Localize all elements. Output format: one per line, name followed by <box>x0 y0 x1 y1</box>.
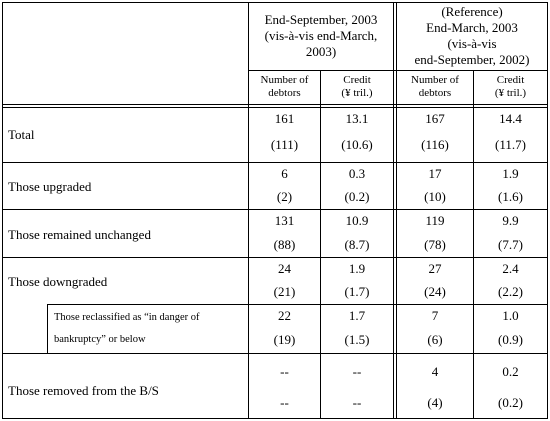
cell-mar03-debtors: 7 <box>431 308 439 323</box>
cell-sep03-debtors: 161 <box>274 111 295 126</box>
cell-sep03-debtors-sub: -- <box>280 395 289 410</box>
cell-sep03-debtors: -- <box>280 364 289 379</box>
cell-sep03-credit: 13.1 <box>345 111 369 126</box>
rule-group-a <box>393 2 394 419</box>
row-label-line1: Those reclassified as “in danger of <box>54 312 200 323</box>
cell-sep03-credit-sub: (10.6) <box>341 137 373 152</box>
header-mar03-line4: end-September, 2002) <box>414 52 530 67</box>
cell-mar03-debtors: 167 <box>425 111 445 126</box>
colhead-sep03-debtors-l1: Number of <box>260 74 309 86</box>
colhead-mar03-credit-l2: (¥ tril.) <box>494 87 527 99</box>
colhead-sep03-credit-l2: (¥ tril.) <box>341 87 373 99</box>
cell-sep03-debtors-sub: (88) <box>273 237 296 252</box>
header-sep03-line1: End-September, 2003 <box>264 12 378 27</box>
cell-mar03-credit-sub: (2.2) <box>498 284 523 299</box>
cell-mar03-credit: 1.9 <box>502 166 519 181</box>
header-mar03-line3: (vis-à-vis <box>447 36 497 51</box>
cell-mar03-credit: 0.2 <box>502 364 519 379</box>
header-sep03-line3: 2003) <box>305 44 337 59</box>
rule-after-total <box>2 162 548 163</box>
header-mar03-line2: End-March, 2003 <box>426 20 518 35</box>
cell-mar03-debtors: 17 <box>428 166 442 181</box>
cell-sep03-credit: 1.7 <box>348 308 366 323</box>
cell-sep03-debtors: 24 <box>278 261 291 276</box>
cell-mar03-debtors-sub: (116) <box>421 137 449 152</box>
cell-mar03-debtors: 27 <box>428 261 442 276</box>
cell-mar03-debtors-sub: (78) <box>424 237 446 252</box>
cell-mar03-credit: 14.4 <box>499 111 522 126</box>
cell-sep03-credit: 10.9 <box>345 213 369 228</box>
row-label-line2: bankruptcy” or below <box>54 334 146 345</box>
rule-subheader <box>248 70 548 71</box>
rule-after-unchanged <box>2 257 548 258</box>
cell-sep03-debtors-sub: (19) <box>273 332 296 347</box>
cell-mar03-credit: 1.0 <box>502 308 519 323</box>
cell-sep03-credit-sub: -- <box>352 395 362 410</box>
cell-sep03-debtors-sub: (111) <box>270 137 299 152</box>
rule-right <box>547 2 548 419</box>
colhead-mar03-debtors-l1: Number of <box>411 74 459 86</box>
cell-sep03-credit-sub: (1.5) <box>344 332 370 347</box>
rule-header-bottom-a <box>2 104 548 105</box>
colhead-sep03-debtors-l2: debtors <box>268 87 301 99</box>
cell-sep03-debtors-sub: (21) <box>273 284 296 299</box>
colhead-mar03-credit-l1: Credit <box>496 74 525 86</box>
row-label: Those remained unchanged <box>8 227 151 242</box>
cell-mar03-credit: 2.4 <box>502 261 519 276</box>
cell-sep03-credit: 1.9 <box>348 261 366 276</box>
cell-mar03-credit-sub: (1.6) <box>498 189 523 204</box>
header-mar03-line1: (Reference) <box>441 4 503 19</box>
cell-mar03-debtors-sub: (4) <box>427 395 443 410</box>
row-label: Those upgraded <box>8 179 92 194</box>
cell-sep03-credit: -- <box>352 364 362 379</box>
cell-sep03-credit: 0.3 <box>348 166 366 181</box>
colhead-mar03-debtors-l2: debtors <box>418 87 452 99</box>
cell-mar03-credit-sub: (0.9) <box>498 332 523 347</box>
cell-sep03-debtors: 6 <box>281 166 288 181</box>
cell-mar03-credit-sub: (0.2) <box>498 395 523 410</box>
rule-bottom <box>2 418 548 419</box>
row-label: Total <box>8 127 35 142</box>
cell-mar03-debtors-sub: (24) <box>424 284 446 299</box>
row-label: Those downgraded <box>8 274 108 289</box>
cell-mar03-credit: 9.9 <box>502 213 519 228</box>
cell-mar03-debtors: 119 <box>425 213 445 228</box>
cell-mar03-credit-sub: (7.7) <box>498 237 523 252</box>
cell-sep03-debtors: 131 <box>274 213 295 228</box>
cell-sep03-credit-sub: (1.7) <box>344 284 370 299</box>
rule-sub-indent <box>47 304 48 354</box>
rule-after-upgraded <box>2 209 548 210</box>
row-label: Those removed from the B/S <box>8 383 159 398</box>
rule-after-reclassified <box>2 353 548 354</box>
cell-sep03-credit-sub: (8.7) <box>344 237 370 252</box>
cell-mar03-debtors-sub: (6) <box>427 332 443 347</box>
rule-header-bottom-b <box>2 107 548 108</box>
cell-sep03-debtors-sub: (2) <box>276 189 293 204</box>
cell-mar03-debtors-sub: (10) <box>424 189 446 204</box>
cell-sep03-credit-sub: (0.2) <box>344 189 370 204</box>
header-sep03-line2: (vis-à-vis end-March, <box>264 28 378 43</box>
colhead-sep03-credit-l1: Credit <box>343 74 371 86</box>
rule-top <box>2 2 548 3</box>
cell-mar03-credit-sub: (11.7) <box>495 137 526 152</box>
rule-left <box>2 2 3 419</box>
cell-sep03-debtors: 22 <box>278 308 291 323</box>
rule-label-divider <box>248 2 249 419</box>
cell-mar03-debtors: 4 <box>431 364 439 379</box>
